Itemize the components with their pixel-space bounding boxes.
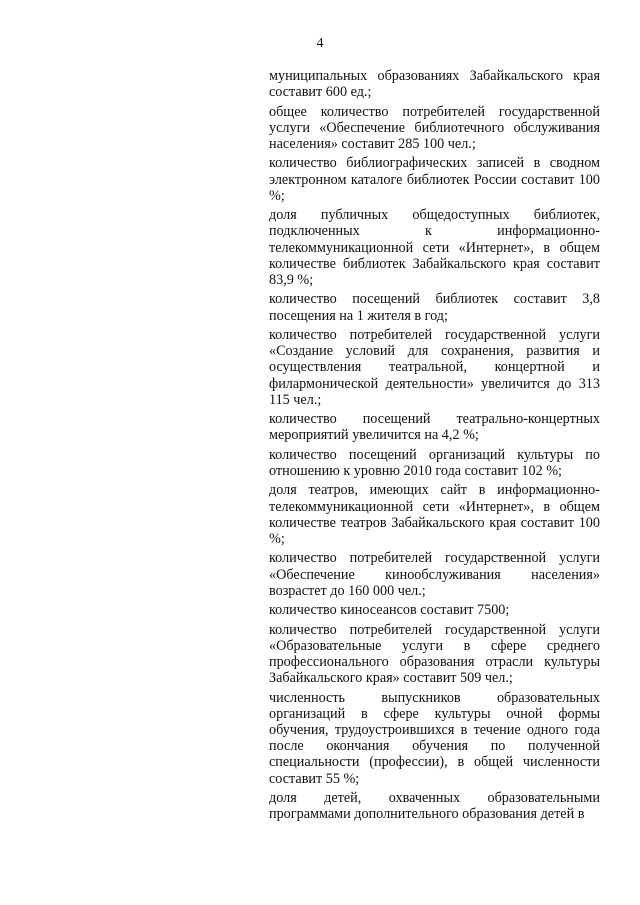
paragraph-film-screenings: количество киносеансов составит 7500; <box>269 602 510 619</box>
document-body <box>269 68 600 826</box>
paragraph-graduates-employment: численность выпускников образовательных организаций в сфере культуры очной формы обучения, трудоустроившихся в течение одного года после окончания обучения по полученной специальности (профессии), в общей численности составит 55 %; <box>269 689 600 787</box>
page-number: 4 <box>316 36 324 51</box>
paragraph-theatres-with-website: доля театров, имеющих сайт в информационно-телекоммуникационной сети «Интернет», в общем количестве театров Забайкальского края составит 100 %; <box>269 482 600 547</box>
paragraph-library-service-consumers: общее количество потребителей государственной услуги «Обеспечение библиотечного обслуживания населения» составит 285 100 чел.; <box>269 103 600 152</box>
paragraph-theatre-concert-visits: количество посещений театрально-концертных мероприятий увеличится на 4,2 %; <box>269 411 600 444</box>
paragraph-library-visits: количество посещений библиотек составит 3,8 посещения на 1 жителя в год; <box>269 291 600 324</box>
paragraph-municipal-formations: муниципальных образованиях Забайкальского края составит 600 ед.; <box>269 68 600 101</box>
paragraph-theatre-service-consumers: количество потребителей государственной услуги «Создание условий для сохранения, развития и осуществления театральной, концертной и филармонической деятельности» увеличится до 313 115 чел.; <box>269 326 600 408</box>
paragraph-children-additional-education: доля детей, охваченных образовательными программами дополнительного образования детей в <box>269 789 600 823</box>
paragraph-culture-organization-visits: количество посещений организаций культуры по отношению к уровню 2010 года составит 102 %; <box>269 446 600 479</box>
paragraph-libraries-internet-share: доля публичных общедоступных библиотек, подключенных к информационно-телекоммуникационной сети «Интернет», в общем количестве библиотек Забайкальского края составит 83,9 %; <box>269 207 600 288</box>
paragraph-cinema-service-consumers: количество потребителей государственной услуги «Обеспечение кинообслуживания населения» возрастет до 160 000 чел.; <box>269 550 600 599</box>
paragraph-bibliographic-records: количество библиографических записей в сводном электронном каталоге библиотек России составит 100 %; <box>269 155 600 204</box>
paragraph-education-service-consumers: количество потребителей государственной услуги «Образовательные услуги в сфере среднего профессионального образования отрасли культуры Забайкальского края» составит 509 чел.; <box>269 621 600 687</box>
